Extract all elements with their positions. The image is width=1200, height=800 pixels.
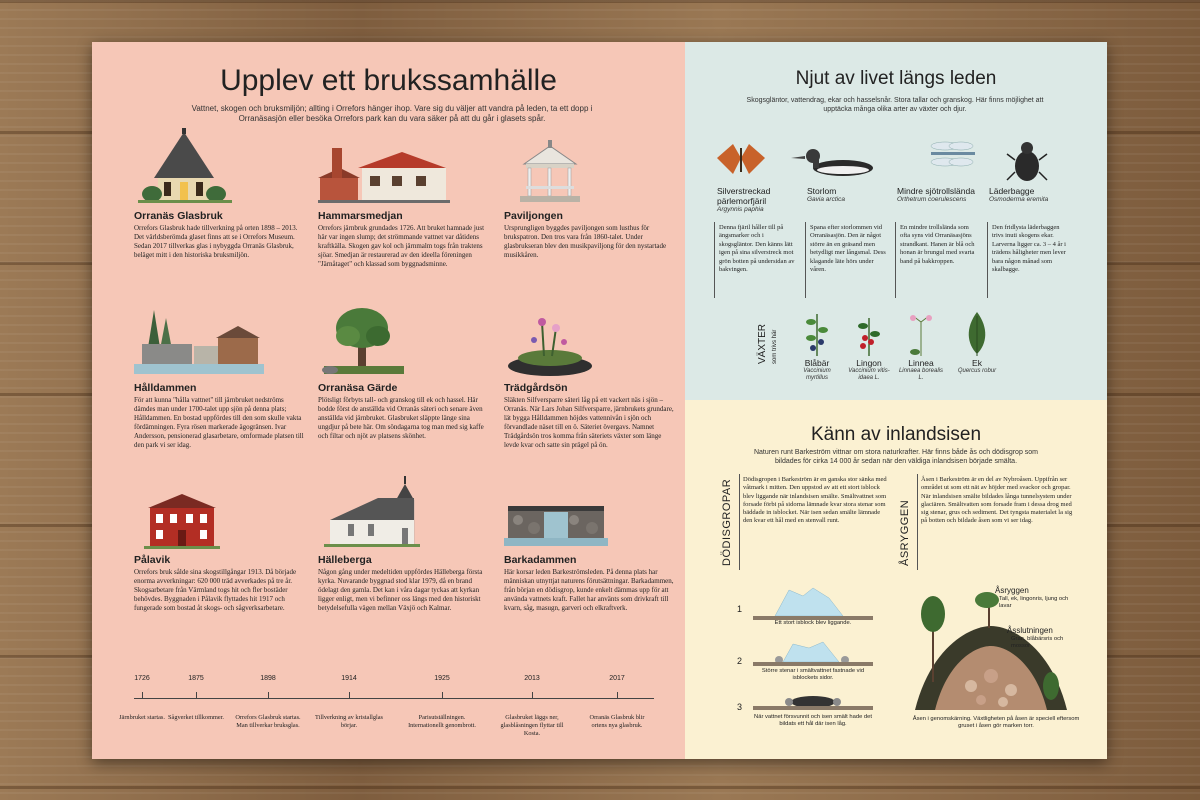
- page-title: Upplev ett brukssamhälle: [220, 64, 557, 97]
- nature-panel: [685, 42, 1107, 400]
- animal-latin: Gavia arctica: [807, 196, 845, 203]
- divider: [987, 222, 988, 298]
- timeline-item: [233, 675, 303, 730]
- lingonberry-icon: [858, 318, 880, 356]
- divider: [917, 474, 918, 570]
- plant-latin: Vaccinium myrtillus: [803, 368, 831, 381]
- card-text: Orrefors järnbruk grundades 1726. Att bruket hamnade just här var ingen slump; det strömmande vattnet var dåtidens kraftkälla. Skogen gav kol och järnmalm togs från traktens sjöar. Smedjan är restaurerad av den ideella föreningen "Järnåtaget" och klassad som byggnadsminne.: [318, 224, 485, 268]
- divider: [805, 222, 806, 298]
- card-tradgardson: [504, 300, 674, 450]
- timeline-item: [314, 675, 384, 730]
- plant-blueberry: [792, 358, 842, 382]
- timeline-text: Tillverkning av kristallglas börjar.: [315, 714, 383, 729]
- card-barkadammen: [504, 490, 674, 613]
- plant-name: Lingon: [856, 358, 882, 368]
- card-orranas-glasbruk: [134, 128, 304, 260]
- timeline-item: [407, 675, 477, 730]
- ice-title: Känn av inlandsisen: [810, 424, 982, 445]
- step3-illustration: [753, 690, 873, 712]
- animal-dragonfly: [897, 186, 977, 204]
- card-title: Hammarsmedjan: [318, 210, 403, 222]
- twinflower-icon: [910, 315, 932, 356]
- as-caption: Åsen i genomskärning. Växtligheten på åsen är speciell eftersom gruset i åsen gör marken torr.: [912, 716, 1080, 729]
- halldammen-illustration: [134, 300, 304, 380]
- ice-intro: Naturen runt Barkeström vittnar om stora naturkrafter. Här finns både ås och dödisgrop som bildades för cirka 14 000 år sedan när den väldiga inlandsisen började smälta.: [753, 449, 1039, 465]
- card-title: Hålldammen: [134, 382, 197, 394]
- dodisgropar-heading: DÖDISGROPAR: [721, 478, 733, 566]
- poster: [92, 42, 1107, 759]
- card-title: Orranäsa Gärde: [318, 382, 398, 394]
- timeline-text: Orrefors Glasbruk startas. Man tillverkar bruksglas.: [235, 714, 301, 729]
- step-caption: Större stenar i smältvattnet fastnade vid isblockets sidor.: [761, 668, 865, 681]
- card-text: För att kunna "hålla vattnet" till järnbruket nedströms dämdes man under 1700-talet upp sjön på denna plats; Hålldammen. En bostad uppfördes till den som skulle vakta fördämningen. Fyra rösen markerade ägogränsen. Ivar Andersson, pensionerad glasarbetare, omformade platsen till den park vi ser idag.: [134, 396, 304, 449]
- animal-butterfly: [717, 186, 797, 214]
- timeline-year: 2013: [524, 675, 540, 682]
- card-text: Orrefors bruk sålde sina skogstillgångar 1913. Då började enorma avverkningar: 620 000 träd avverkades på tre år. Skogsarbetare från Värmland togs hit och fler bostäder behövdes. Byggnaden i Pålavik flyttades hit 1917 och fungerade som bostad åt skogs- och sågverksarbetare.: [134, 568, 297, 612]
- animal-loon: [807, 186, 887, 204]
- plant-name: Linnea: [908, 358, 934, 368]
- plant-latin: Quercus robur: [957, 368, 997, 374]
- timeline-text: Glasbruket läggs ner, glasblåsningen flyttar till Kosta.: [500, 714, 564, 737]
- butterfly-icon: [717, 144, 765, 174]
- asslutt-sublabel: Gran, blåbärsris och mossor: [1011, 636, 1064, 649]
- card-text: Släkten Silfversparre säteri låg på ett vackert näs i sjön – Orranäs. När Lars Johan Silfversparre, järnbrukets grundare, lät bygga Hålldammen höjdes vattennivån i sjön och förvandlade näset till en ö. Säteriet övergavs. Namnet Trädgårdsön tros komma från säteriets växter som länge levde kvar och satte sin prägel på ön.: [504, 396, 674, 449]
- nature-title: Njut av livet längs leden: [795, 68, 997, 89]
- timeline-tick: [268, 692, 269, 698]
- card-title: Pålavik: [134, 554, 171, 566]
- timeline-tick: [617, 692, 618, 698]
- plant-name: Blåbär: [804, 358, 830, 368]
- card-halleberga: [318, 470, 488, 613]
- timeline-tick: [196, 692, 197, 698]
- timeline-tick: [532, 692, 533, 698]
- garde-illustration: [318, 300, 488, 380]
- nature-intro: Skogsgläntor, vattendrag, ekar och hasselsnår. Stora tallar och granskog. Här finns möjlighet att upptäcka många olika arter av växter och djur.: [746, 97, 1044, 113]
- card-title: Paviljongen: [504, 210, 563, 222]
- card-title: Barkadammen: [504, 554, 577, 566]
- animal-latin: Argynnis paphia: [717, 206, 764, 213]
- step-number: 3: [737, 702, 743, 712]
- step-caption: När vattnet försvunnit och isen smält hade det bildats ett hål där isen låg.: [754, 714, 872, 727]
- timeline-tick: [142, 692, 143, 698]
- left-panel: [92, 42, 685, 759]
- animal-text: En mindre trollslända som ofta syns vid Orranäsasjöns strandkant. Hanen är blå och honan är brungul med svarta band på bakkroppen.: [900, 224, 975, 265]
- card-text: Orrefors Glasbruk hade tillverkning på orten 1898 – 2013. Det världsberömda glaset finns att se i Orrefors Museum. Sedan 2017 tillverkas glas i nybyggda Orranäs Glasbruk, beläget mitt i den historiska bruksmiljön.: [134, 224, 298, 259]
- plant-name: Ek: [972, 358, 982, 368]
- plant-twinflower: [896, 358, 946, 382]
- asryggen-heading: ÅSRYGGEN: [899, 499, 911, 566]
- animal-name: Silverstreckad pärlemorfjäril: [717, 186, 771, 206]
- timeline-text: Sågverket tillkommer.: [168, 714, 224, 721]
- animal-text: Spana efter storlommen vid Orranäsasjön. Den är något större än en gräsand men betydligt mer långsmal. Dess klagande läte hörs under våren.: [810, 224, 886, 274]
- plant-latin: Vaccinium vitis-idaea L.: [848, 368, 890, 381]
- plant-oak: [952, 358, 1002, 375]
- card-text: Här korsar leden Barkeströmsleden. På denna plats har människan utnyttjat naturens förutsättningar. Barkadammen, från början en dödisgrop, kunde enkelt dämmas upp för att använda vattnets kraft. Fallet har använts som drivkraft till kvarn, såg, masugn, garveri och elkraftverk.: [504, 568, 674, 612]
- card-title: Hälleberga: [318, 554, 372, 566]
- timeline-year: 1898: [260, 675, 276, 682]
- plants-heading: [757, 324, 779, 364]
- halleberga-illustration: [318, 470, 488, 552]
- plants-heading-text: VÄXTER: [757, 323, 768, 364]
- timeline: [119, 675, 654, 745]
- asryggen-label: Åsryggen: [995, 586, 1029, 595]
- divider: [714, 222, 715, 298]
- animal-name: Läderbagge: [989, 186, 1035, 196]
- asryggen-sublabel: Tall, ek, lingonris, ljung och lavar: [999, 596, 1069, 609]
- card-palavik: [134, 490, 304, 613]
- paviljongen-illustration: [504, 128, 674, 208]
- step1-illustration: [753, 586, 873, 622]
- timeline-year: 1914: [341, 675, 357, 682]
- step-number: 1: [737, 604, 743, 614]
- divider: [739, 474, 740, 570]
- timeline-year: 1875: [188, 675, 204, 682]
- card-orranasa-garde: [318, 300, 488, 441]
- card-text: Plötsligt förbyts tall- och granskog till ek och hassel. Här bodde först de anställda vid Orranäs säteri och senare även anställda vid järnbruket. Glasbruket släppte länge sina ungdjur på bete här. Om söndagarna tog man med sig kaffe och filtar och njöt av platsens skönhet.: [318, 396, 484, 440]
- page-intro: Vattnet, skogen och bruksmiljön; allting i Orrefors hänger ihop. Vare sig du väljer att vandra på leden, ta ett dopp i Orranäsasjön eller besöka Orrefors park kan du vara säker på att du går i glasets spår.: [191, 104, 593, 123]
- timeline-tick: [349, 692, 350, 698]
- animal-text: Den fridlysta läderbaggen trivs inuti skogens ekar. Larverna ligger ca. 3 – 4 år i trädens håligheter men lever bara någon månad som skalbagge.: [992, 224, 1066, 274]
- animal-text: Denna fjäril håller till på ängsmarker och i skogsgläntor. Den känns lätt igen på sina silverstreck mot grön botten på undersidan av bakvingen.: [719, 224, 795, 274]
- timeline-item: [497, 675, 567, 738]
- timeline-tick: [442, 692, 443, 698]
- beetle-icon: [1007, 142, 1047, 181]
- timeline-year: 1726: [134, 675, 150, 682]
- tradgardson-illustration: [504, 300, 674, 380]
- barkadammen-illustration: [504, 490, 674, 552]
- dodisgropar-text: Dödisgropen i Barkeström är en ganska stor sänka med våtmark i mitten. Den uppstod av att ett stort isblock blev liggande när inlandsisen smälte. Smältvattnet som forsade förbi på sidorna lämnade kvar stora stenar som bäddade in isblocket. När isen sedan smälte lämnade den kvar ett hål med en stenvall runt.: [743, 476, 887, 525]
- plants-subheading: som trivs här: [772, 329, 778, 364]
- card-title: Orranäs Glasbruk: [134, 210, 223, 222]
- card-halldammen: [134, 300, 304, 450]
- timeline-item: [161, 675, 231, 722]
- timeline-year: 1925: [434, 675, 450, 682]
- glasbruk-illustration: [134, 128, 304, 208]
- asslutt-label: Åsslutningen: [1007, 626, 1053, 635]
- animals-illustrations: [713, 138, 1093, 184]
- plants-illustrations: [797, 308, 1017, 358]
- ice-panel: [685, 400, 1107, 759]
- loon-icon: [791, 149, 873, 176]
- palavik-illustration: [134, 490, 304, 552]
- step-caption: Ett stort isblock blev liggande.: [774, 620, 852, 626]
- step-number: 2: [737, 656, 743, 666]
- divider: [895, 222, 896, 298]
- animal-latin: Osmoderma eremita: [989, 196, 1049, 203]
- card-text: Ursprungligen byggdes paviljongen som lusthus för brukspatron. Den tros vara från 1860-talet. Under glasbrukseran blev den musikpaviljong för den nystartade musikkåren.: [504, 224, 667, 259]
- card-hammarsmedjan: [318, 128, 488, 269]
- timeline-item: [582, 675, 652, 730]
- hammarsmedjan-illustration: [318, 128, 488, 208]
- animal-latin: Orthetrum coerulescens: [897, 196, 967, 203]
- timeline-text: Järnbruket startas.: [119, 714, 165, 721]
- card-text: Någon gång under medeltiden uppfördes Hälleberga första kyrka. Nuvarande byggnad stod klar 1979, då en brand ödelagt den gamla. Det kan i våra dagar tyckas att kyrkan ligger enligt, men vi befinner oss längs med den historiskt betydelsefulla vägen mellan Växjö och Kalmar.: [318, 568, 483, 612]
- dragonfly-icon: [931, 142, 975, 166]
- animal-name: Storlom: [807, 186, 837, 196]
- timeline-text: Orranäs Glasbruk blir ortens nya glasbruk.: [589, 714, 645, 729]
- animal-beetle: [989, 186, 1069, 204]
- animal-name: Mindre sjötrollslända: [897, 186, 975, 196]
- blueberry-icon: [806, 314, 828, 356]
- step2-illustration: [753, 638, 873, 668]
- card-paviljongen: [504, 128, 674, 260]
- plant-latin: Linnaea borealis L.: [898, 368, 944, 381]
- card-title: Trädgårdsön: [504, 382, 568, 394]
- oak-leaf-icon: [969, 312, 986, 356]
- plant-lingonberry: [844, 358, 894, 382]
- timeline-text: Parisutställningen. Internationellt genombrott.: [408, 714, 476, 729]
- timeline-year: 2017: [609, 675, 625, 682]
- asryggen-text: Åsen i Barkeström är en del av Nybroåsen. Uppifrån ser området ut som ett nät av höjder med svackor och gropar. När inlandsisen smälte bildades långa tunnelsystem under glaciären. Smältvatten som forsade fram i dessa drog med sig stenar, grus och sediment. Det tyngsta materialet la sig på botten och bildade åsen som vi ser idag.: [921, 476, 1073, 525]
